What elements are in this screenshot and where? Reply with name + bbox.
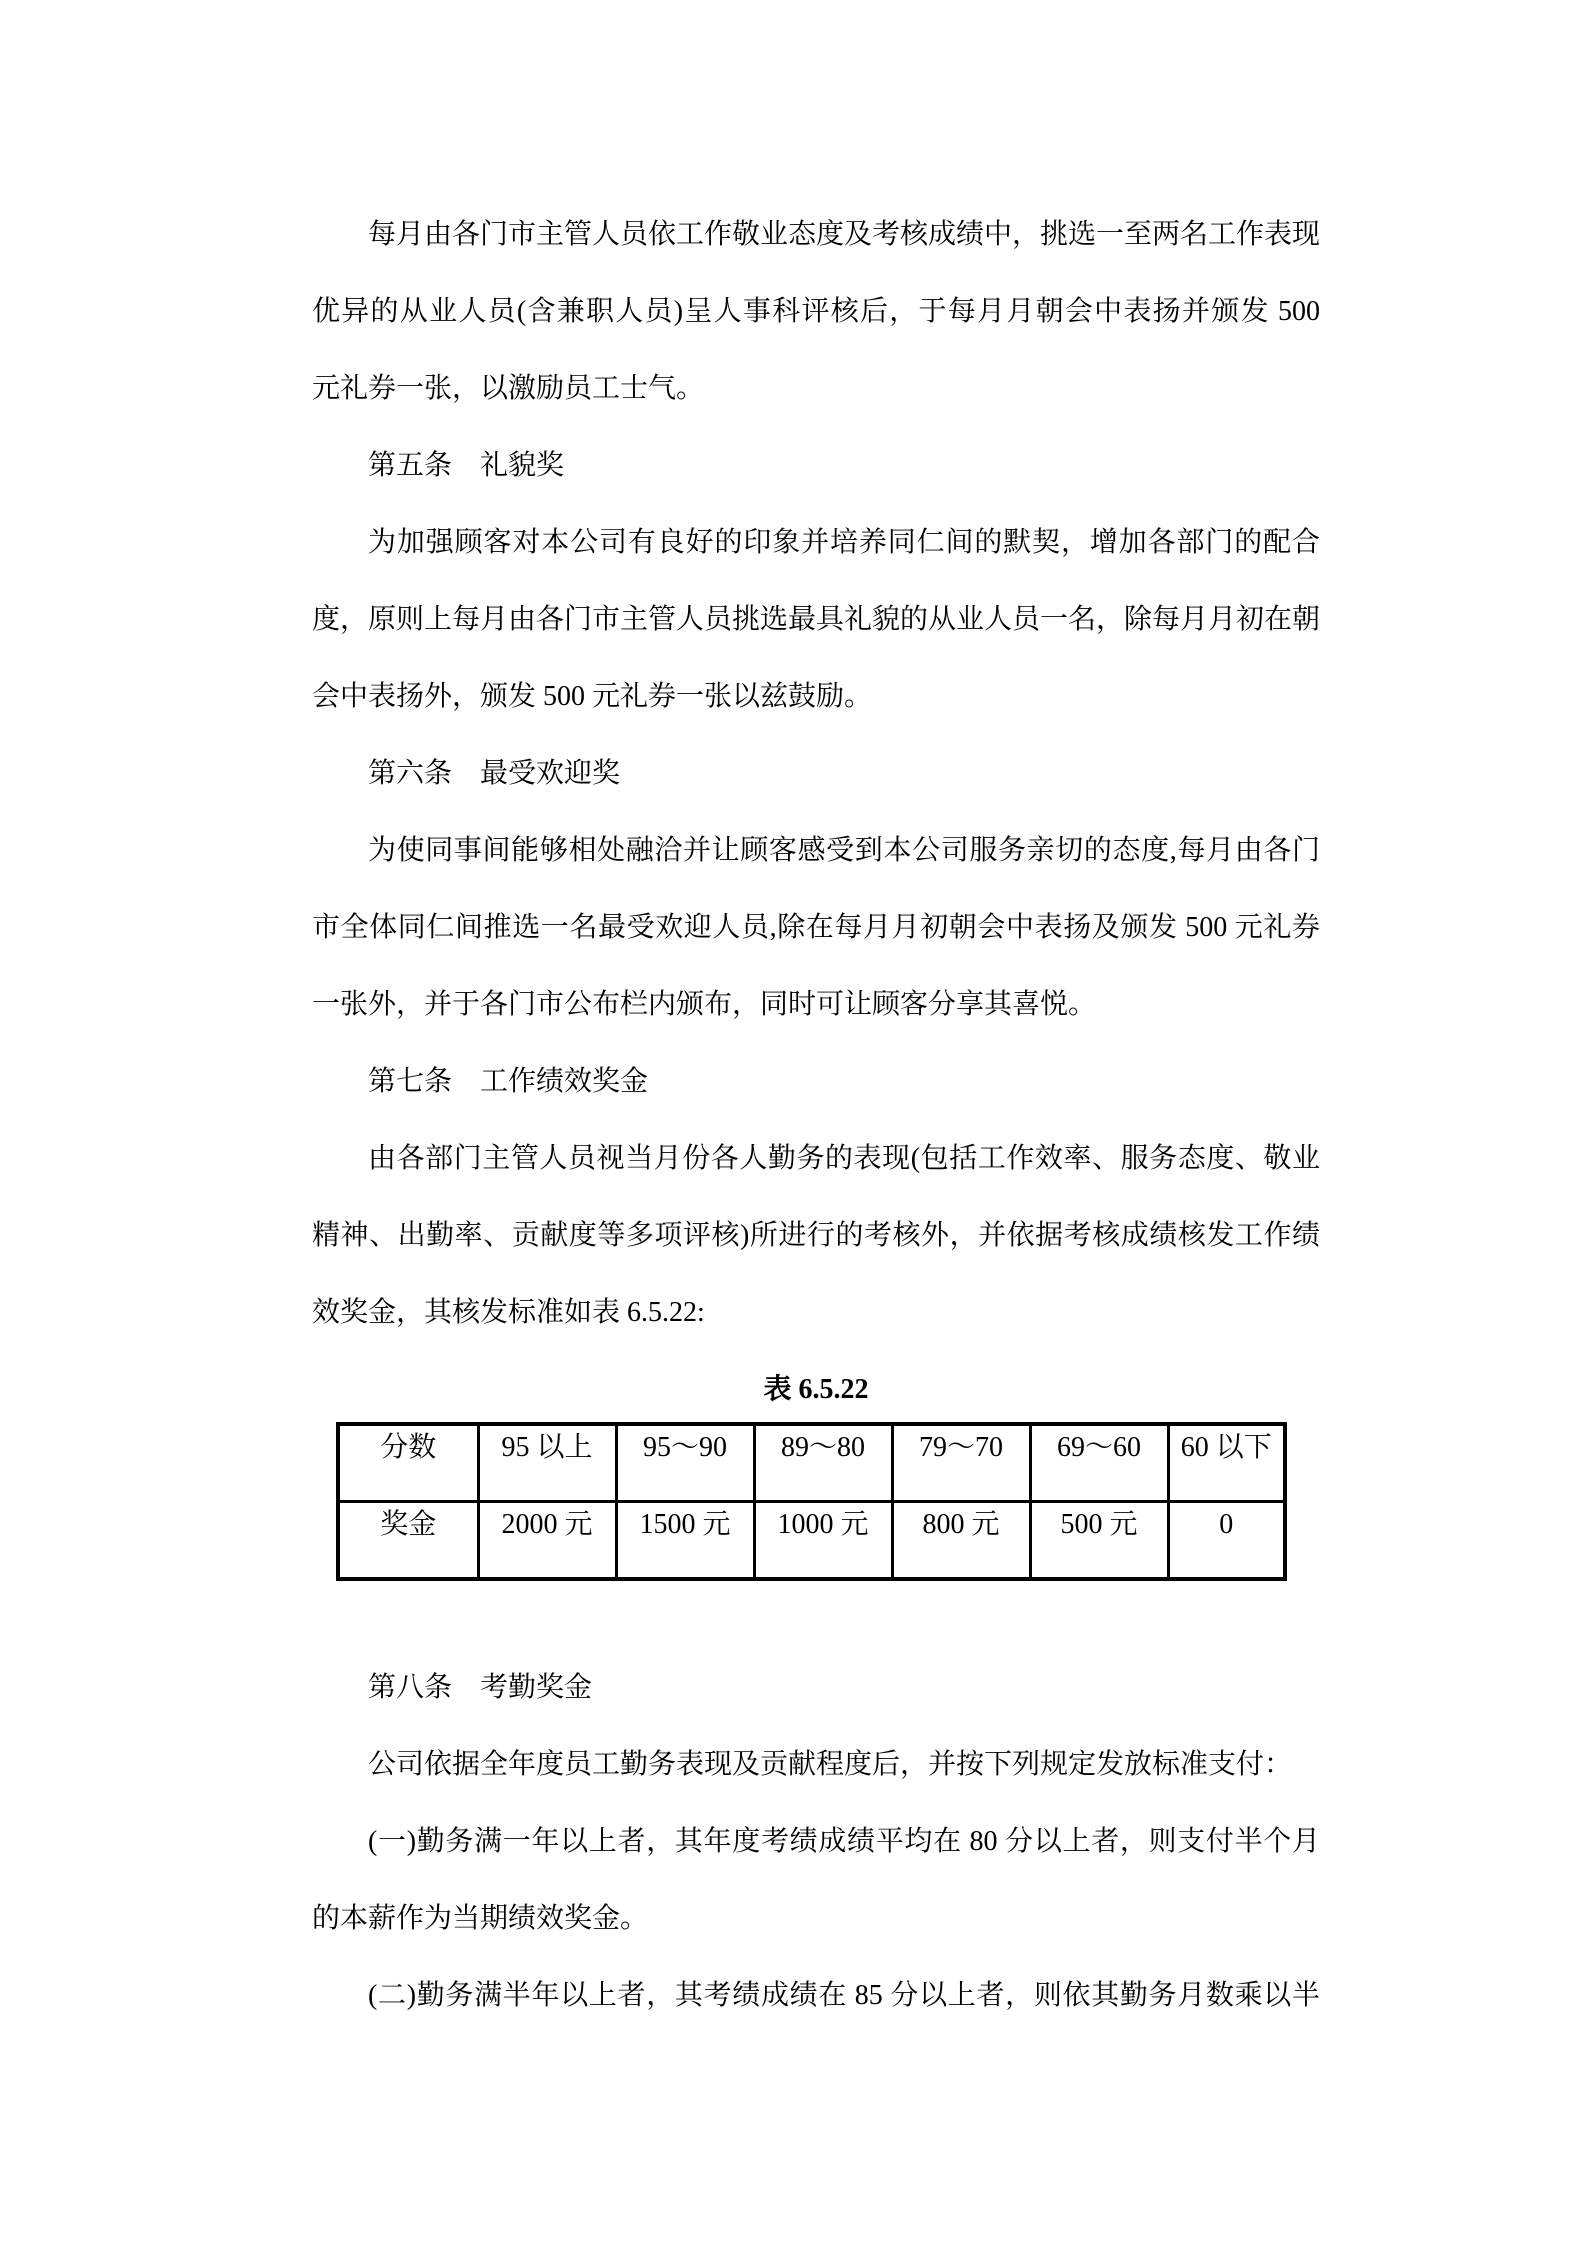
table-cell: 800 元 (892, 1502, 1030, 1580)
table-cell: 1000 元 (754, 1502, 892, 1580)
table-cell: 89～80 (754, 1424, 892, 1502)
table-cell: 0 (1168, 1502, 1285, 1580)
paragraph-line: 由各部门主管人员视当月份各人勤务的表现(包括工作效率、服务态度、敬业 (368, 1143, 1320, 1174)
table-row-bonus (338, 1502, 1285, 1580)
heading-article-6: 第六条 最受欢迎奖 (368, 758, 621, 789)
table-cell: 奖金 (338, 1502, 478, 1580)
table-cell: 分数 (338, 1424, 478, 1502)
paragraph-line: 度，原则上每月由各门市主管人员挑选最具礼貌的从业人员一名，除每月月初在朝 (312, 604, 1321, 635)
paragraph-line: 每月由各门市主管人员依工作敬业态度及考核成绩中，挑选一至两名工作表现 (368, 219, 1321, 250)
table-cell: 95～90 (616, 1424, 754, 1502)
paragraph-line: 优异的从业人员(含兼职人员)呈人事科评核后，于每月月朝会中表扬并颁发 500 (312, 296, 1320, 327)
paragraph-line: 市全体同仁间推选一名最受欢迎人员,除在每月月初朝会中表扬及颁发 500 元礼券 (312, 912, 1320, 943)
table-cell: 2000 元 (478, 1502, 616, 1580)
paragraph-line: 为使同事间能够相处融洽并让顾客感受到本公司服务亲切的态度,每月由各门 (368, 835, 1320, 866)
paragraph-line: 的本薪作为当期绩效奖金。 (312, 1903, 649, 1934)
table-cell: 95 以上 (478, 1424, 616, 1502)
paragraph-line: (一)勤务满一年以上者，其年度考绩成绩平均在 80 分以上者，则支付半个月 (368, 1826, 1320, 1857)
table-cell: 60 以下 (1168, 1424, 1285, 1502)
table-row-scores (338, 1424, 1285, 1502)
table-cell: 1500 元 (616, 1502, 754, 1580)
paragraph-line: 为加强顾客对本公司有良好的印象并培养同仁间的默契，增加各部门的配合 (368, 527, 1320, 558)
paragraph-line: 效奖金，其核发标准如表 6.5.22: (312, 1297, 705, 1328)
table-caption: 表 6.5.22 (763, 1374, 869, 1405)
table-cell: 79～70 (892, 1424, 1030, 1502)
table-cell: 500 元 (1030, 1502, 1168, 1580)
bonus-table (336, 1422, 1287, 1581)
heading-article-8: 第八条 考勤奖金 (368, 1672, 593, 1703)
paragraph-line: 一张外，并于各门市公布栏内颁布，同时可让顾客分享其喜悦。 (312, 989, 1097, 1020)
heading-article-5: 第五条 礼貌奖 (368, 450, 565, 481)
document-text-block (312, 196, 1320, 2034)
table-cell: 69～60 (1030, 1424, 1168, 1502)
paragraph-line: (二)勤务满半年以上者，其考绩成绩在 85 分以上者，则依其勤务月数乘以半 (368, 1980, 1320, 2011)
paragraph-line: 元礼券一张，以激励员工士气。 (312, 373, 705, 404)
heading-article-7: 第七条 工作绩效奖金 (368, 1066, 649, 1097)
paragraph-line: 精神、出勤率、贡献度等多项评核)所进行的考核外，并依据考核成绩核发工作绩 (312, 1220, 1320, 1251)
paragraph-line: 会中表扬外，颁发 500 元礼券一张以兹鼓励。 (312, 681, 873, 712)
paragraph-line: 公司依据全年度员工勤务表现及贡献程度后，并按下列规定发放标准支付： (368, 1749, 1293, 1780)
